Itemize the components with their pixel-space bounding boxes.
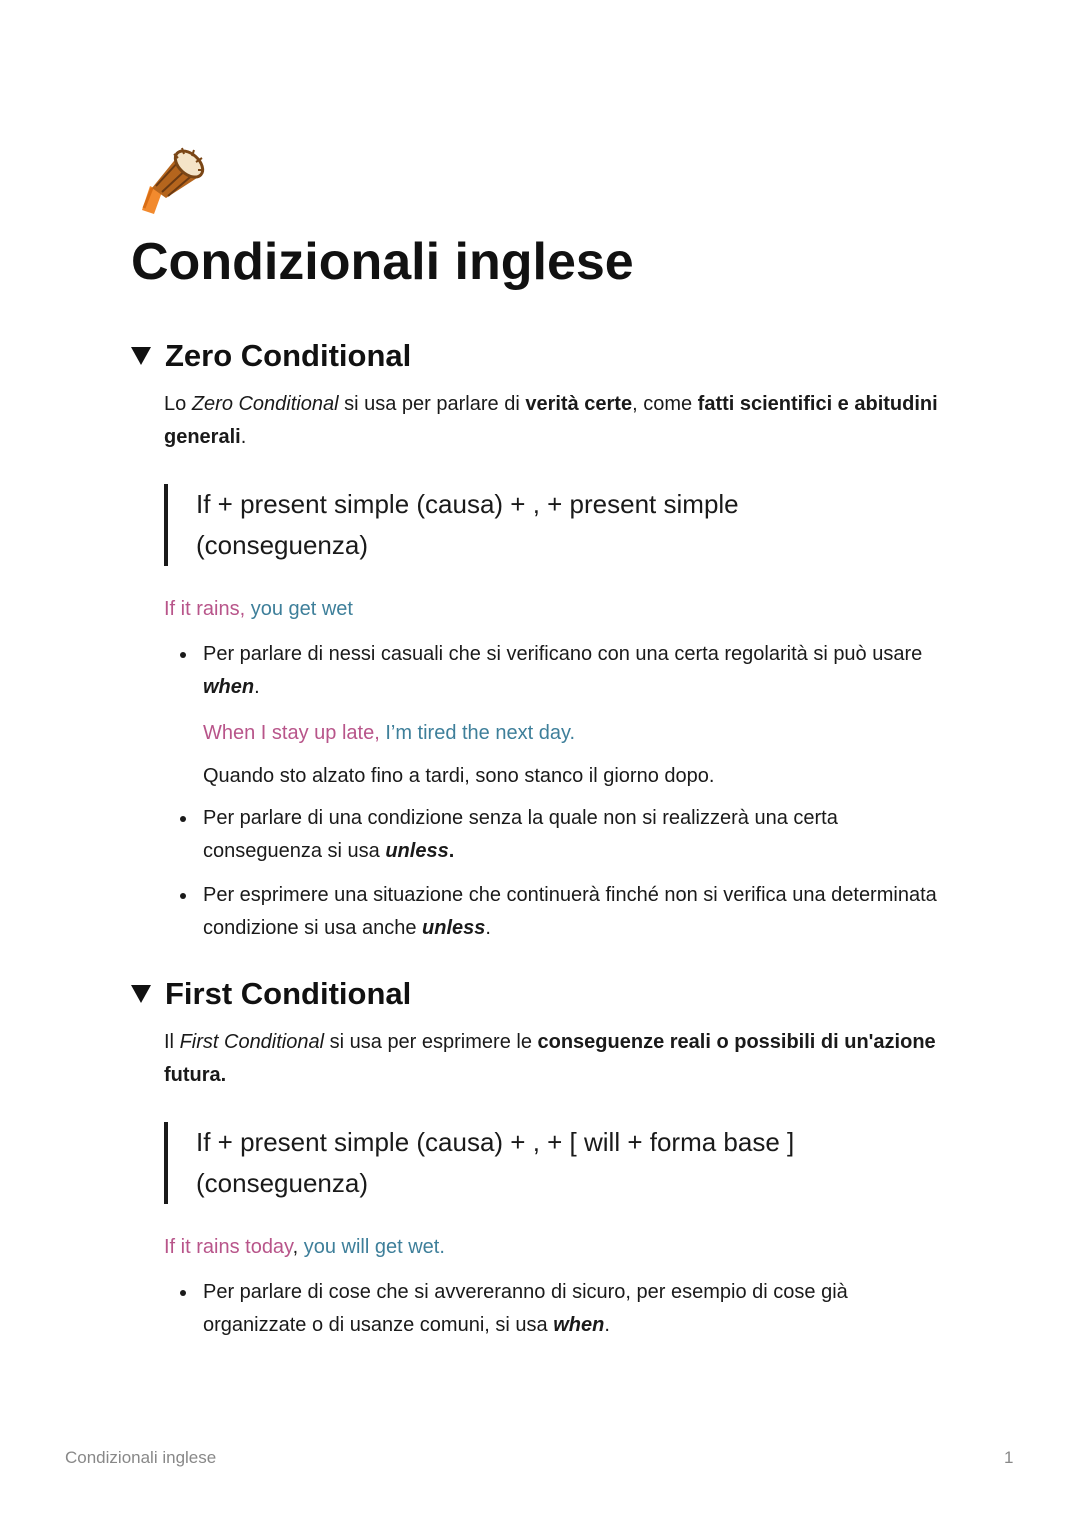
toggle-header-first[interactable] <box>131 974 951 1014</box>
example-when <box>203 718 951 748</box>
section-heading-zero: Zero Conditional <box>165 338 412 373</box>
list-item <box>164 1276 951 1342</box>
list-item <box>164 638 951 791</box>
keyword: unless <box>385 840 449 862</box>
text-span: . <box>254 676 260 698</box>
toggle-header-zero[interactable] <box>131 336 951 376</box>
keyword: unless <box>422 917 486 939</box>
bullet-list-zero <box>164 638 951 945</box>
translation-when: Quando sto alzato fino a tardi, sono stanco il giorno dopo. <box>203 765 715 787</box>
keyword: when <box>203 676 255 698</box>
list-item-text: Per esprimere una situazione che continuerà finché non si verifica una determinata condizione si usa anche <box>203 884 937 939</box>
example-separator: , <box>292 1236 299 1258</box>
footer-page-number: 1 <box>1004 1448 1014 1467</box>
text-span: . <box>240 426 247 448</box>
text-span: . <box>604 1314 610 1336</box>
text-span: . <box>485 917 491 939</box>
text-span: . <box>448 840 455 862</box>
footer-doc-title: Condizionali inglese <box>65 1448 217 1467</box>
section-heading-first: First Conditional <box>165 976 412 1011</box>
zero-lead-paragraph <box>164 388 951 454</box>
italic-term: First Conditional <box>179 1031 325 1053</box>
bold-term: verità certe <box>525 393 633 415</box>
example-cause: When I stay up late, <box>203 722 380 744</box>
example-consequence: you will get wet. <box>298 1236 445 1258</box>
first-lead-paragraph <box>164 1026 951 1092</box>
example-consequence: you get wet <box>245 598 353 620</box>
text-span: , come <box>632 393 698 415</box>
example-cause: If it rains today <box>164 1236 293 1258</box>
toggle-first-conditional <box>131 974 951 1353</box>
list-item-text: Per parlare di una condizione senza la quale non si realizzerà una certa conseguenza si usa <box>203 807 838 862</box>
toggle-triangle-icon[interactable] <box>131 985 151 1003</box>
toggle-zero-conditional <box>131 336 951 956</box>
example-zero <box>164 594 951 624</box>
text-span: si usa per esprimere le <box>324 1031 538 1053</box>
bullet-dot <box>180 1290 186 1296</box>
formula-quote-zero: If + present simple (causa) + , + present simple (conseguenza) <box>164 484 796 566</box>
formula-quote-first: If + present simple (causa) + , + [ will + forma base ] (conseguenza) <box>164 1122 796 1204</box>
toggle-body-first <box>164 1026 951 1342</box>
text-span: Il <box>164 1031 180 1053</box>
toggle-triangle-icon[interactable] <box>131 347 151 365</box>
toggle-body-zero <box>164 388 951 945</box>
keyword: when <box>553 1314 605 1336</box>
bullet-list-first <box>164 1276 951 1342</box>
list-item <box>164 879 951 945</box>
example-cause: If it rains, <box>164 598 246 620</box>
djembe-drum-icon <box>134 142 210 218</box>
italic-term: Zero Conditional <box>191 393 339 415</box>
bold-term: fatti scientifici e abitudini generali <box>164 393 938 448</box>
bullet-dot <box>180 893 186 899</box>
list-item <box>164 802 951 868</box>
example-first <box>164 1232 951 1262</box>
bullet-dot <box>180 816 186 822</box>
example-consequence: I’m tired the next day. <box>379 722 576 744</box>
text-span: si usa per parlare di <box>338 393 526 415</box>
text-span: Lo <box>164 393 192 415</box>
bullet-dot <box>180 652 186 658</box>
list-item-text: Per parlare di nessi casuali che si verificano con una certa regolarità si può usare <box>203 643 923 665</box>
page-title: Condizionali inglese <box>131 233 634 291</box>
bold-term: conseguenze reali o possibili di un'azione futura. <box>164 1031 936 1086</box>
list-item-text: Per parlare di cose che si avvereranno di sicuro, per esempio di cose già organizzate o di usanze comuni, si usa <box>203 1281 848 1336</box>
